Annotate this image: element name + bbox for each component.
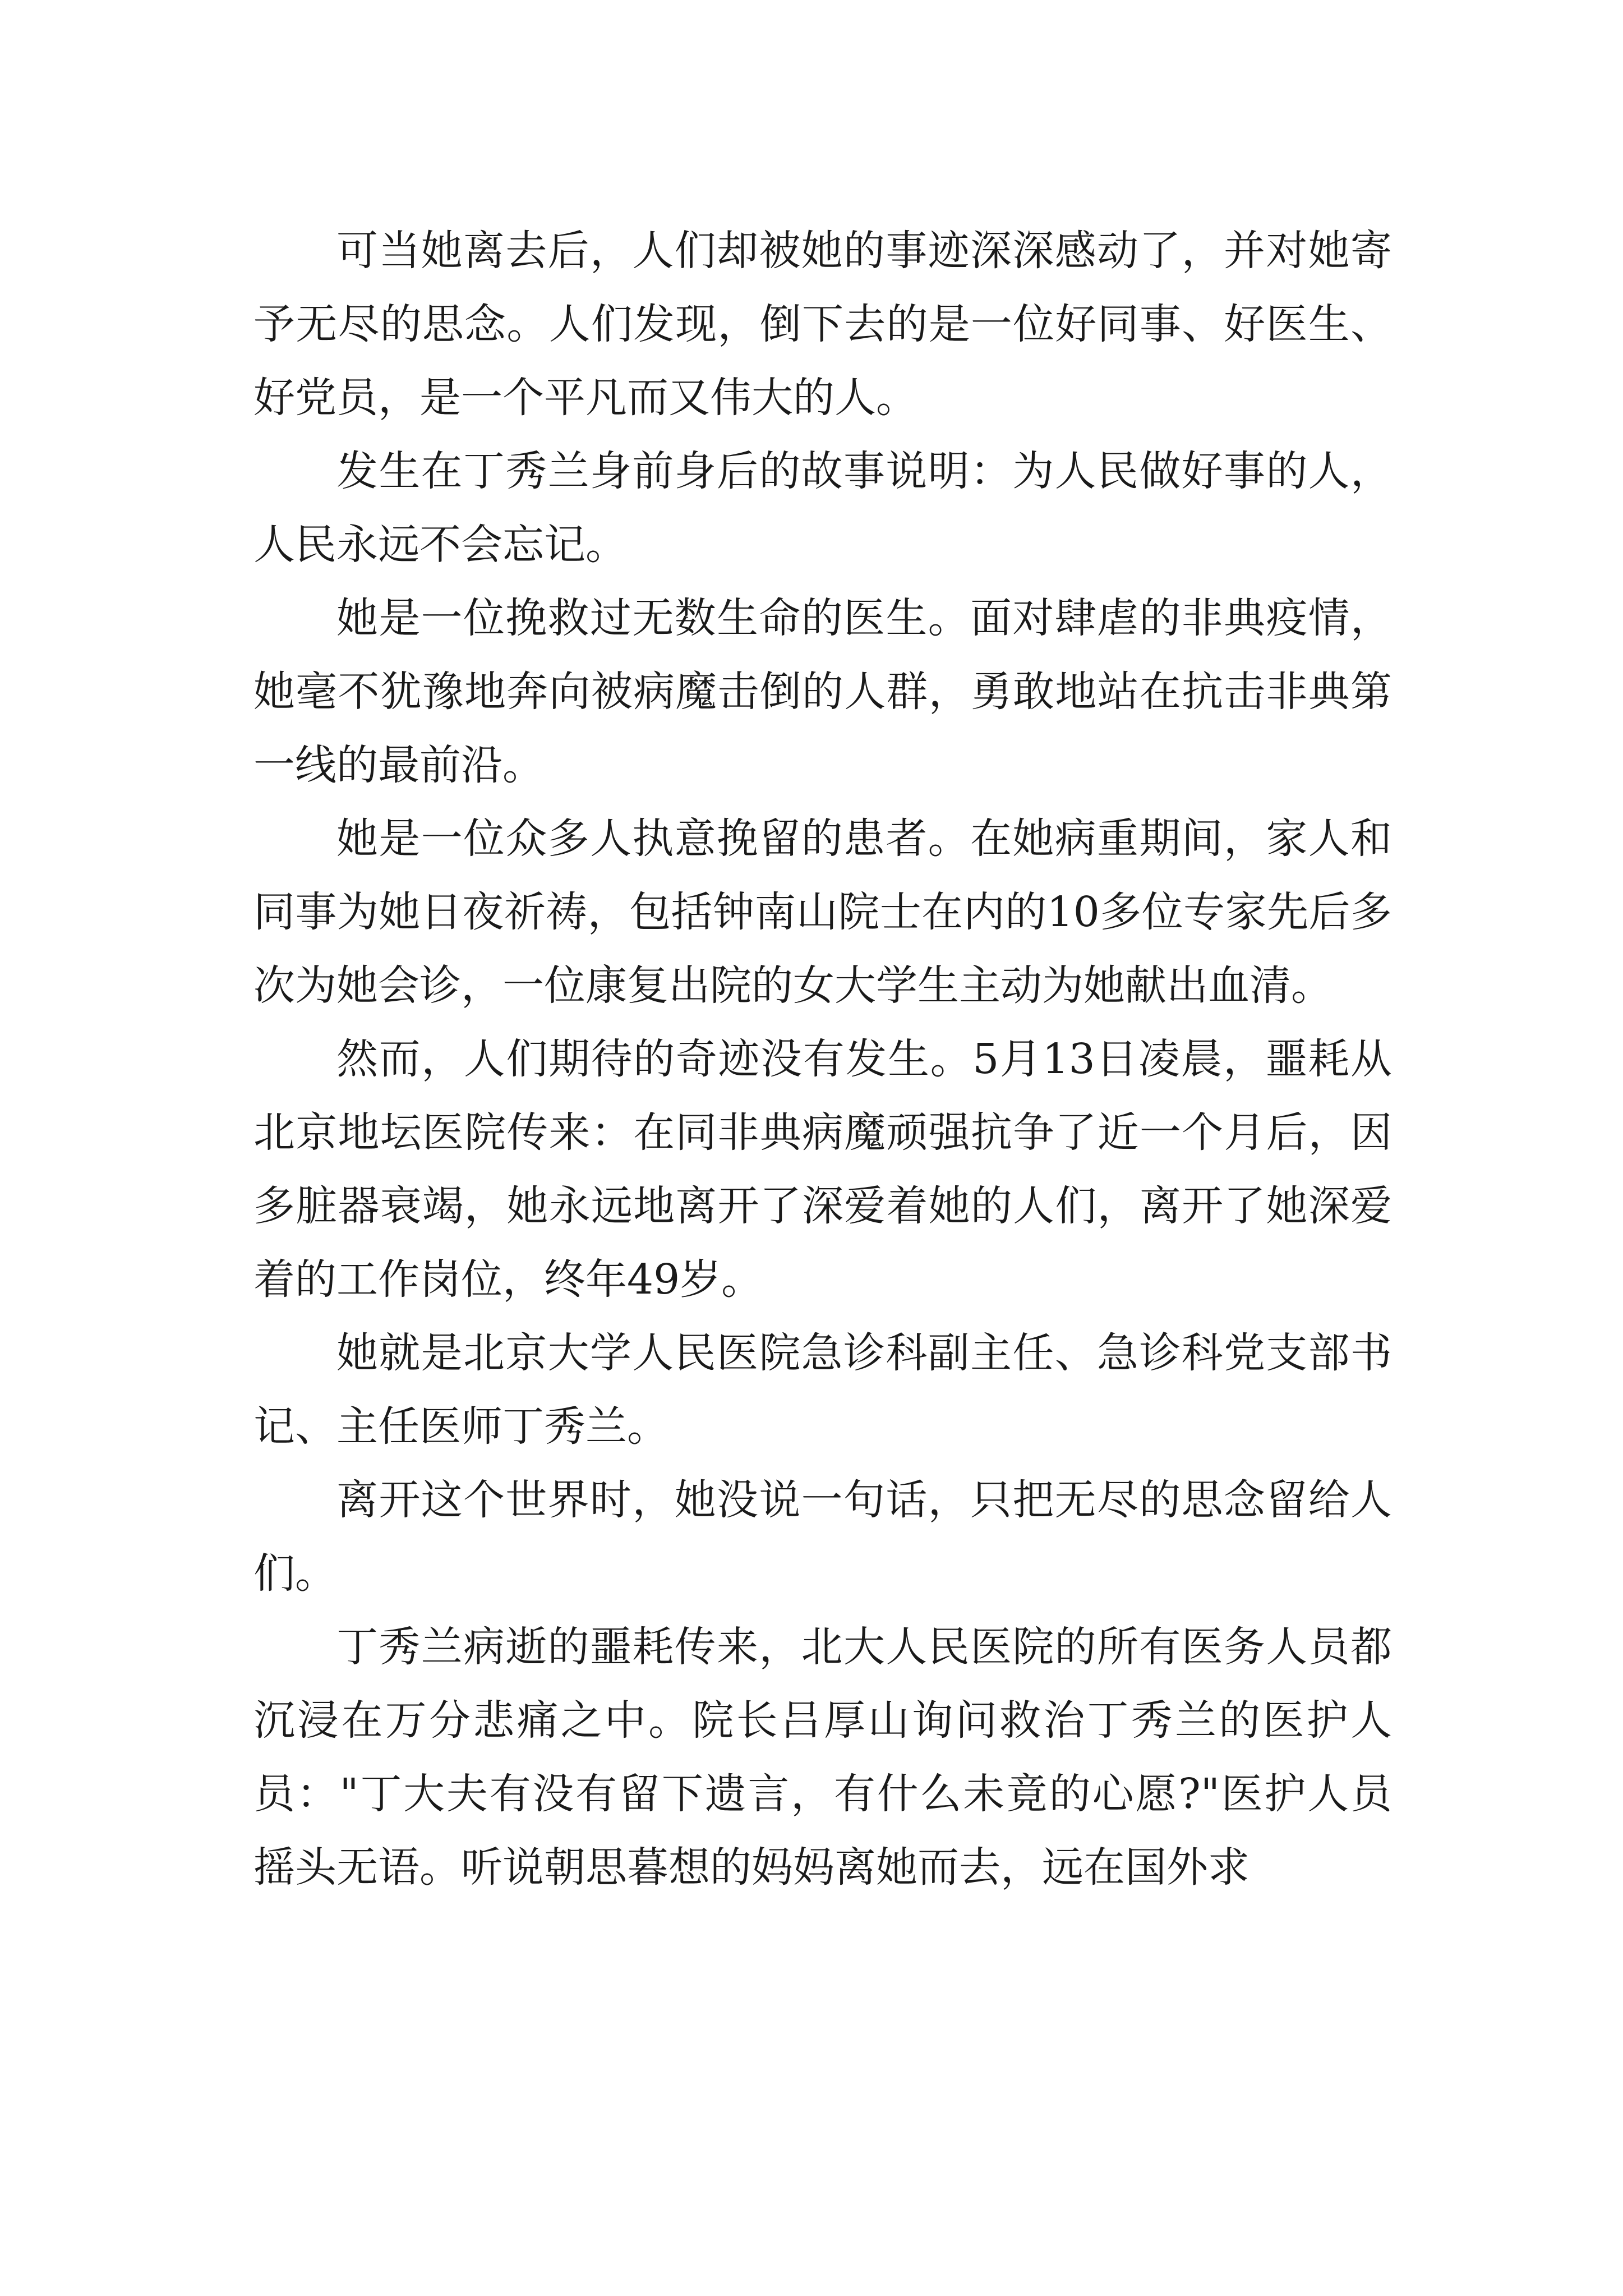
paragraph-1: 可当她离去后，人们却被她的事迹深深感动了，并对她寄予无尽的思念。人们发现，倒下去的是一位好同事、好医生、好党员，是一个平凡而又伟大的人。 xyxy=(253,227,1392,422)
paragraph-6: 她就是北京大学人民医院急诊科副主任、急诊科党支部书记、主任医师丁秀兰。 xyxy=(253,1329,1392,1451)
paragraph-5: 然而，人们期待的奇迹没有发生。5月13日凌晨，噩耗从北京地坛医院传来：在同非典病魔顽强抗争了近一个月后，因多脏器衰竭，她永远地离开了深爱着她的人们，离开了她深爱着的工作岗位，终年49岁。 xyxy=(253,1035,1392,1304)
paragraph-3: 她是一位挽救过无数生命的医生。面对肆虐的非典疫情，她毫不犹豫地奔向被病魔击倒的人群，勇敢地站在抗击非典第一线的最前沿。 xyxy=(253,594,1392,789)
paragraph-2: 发生在丁秀兰身前身后的故事说明：为人民做好事的人，人民永远不会忘记。 xyxy=(253,447,1392,569)
paragraph-4: 她是一位众多人执意挽留的患者。在她病重期间，家人和同事为她日夜祈祷，包括钟南山院士在内的10多位专家先后多次为她会诊，一位康复出院的女大学生主动为她献出血清。 xyxy=(253,815,1392,1010)
document-body xyxy=(253,214,1392,1904)
paragraph-7: 离开这个世界时，她没说一句话，只把无尽的思念留给人们。 xyxy=(253,1476,1392,1598)
paragraph-8: 丁秀兰病逝的噩耗传来，北大人民医院的所有医务人员都沉浸在万分悲痛之中。院长吕厚山询问救治丁秀兰的医护人员："丁大夫有没有留下遗言，有什么未竟的心愿?"医护人员摇头无语。听说朝思暮想的妈妈离她而去，远在国外求 xyxy=(253,1623,1392,1892)
